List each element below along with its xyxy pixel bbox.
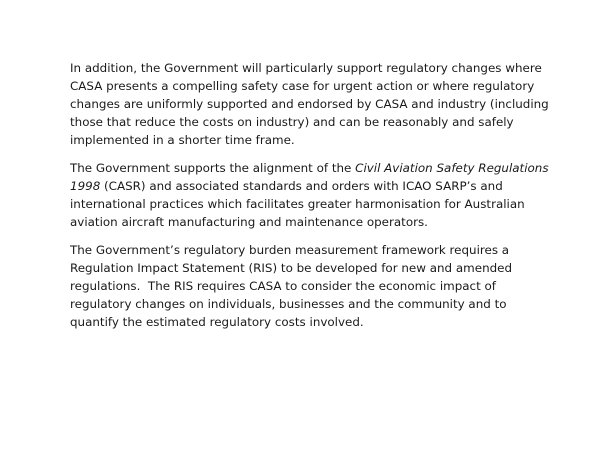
text-line: CASA presents a compelling safety case for urgent action or where regulatory <box>70 79 535 93</box>
text-line <box>70 177 550 195</box>
text-line: Regulation Impact Statement (RIS) to be developed for new and amended <box>70 261 513 275</box>
text-line: those that reduce the costs on industry) and can be reasonably and safely <box>70 115 514 129</box>
text-line: international practices which facilitates greater harmonisation for Australian <box>70 197 525 211</box>
paragraph-regulatory-burden <box>70 241 550 331</box>
text-line: quantify the estimated regulatory costs involved. <box>70 315 364 329</box>
text-line: regulatory changes on individuals, businesses and the community and to <box>70 297 507 311</box>
text-run: (CASR) and associated standards and orders with ICAO SARP’s and <box>100 179 503 193</box>
paragraph-casr-alignment <box>70 159 550 231</box>
regulation-title-italic: Civil Aviation Safety Regulations <box>355 161 549 175</box>
text-line: implemented in a shorter time frame. <box>70 133 295 147</box>
text-line: regulations. The RIS requires CASA to consider the economic impact of <box>70 279 496 293</box>
regulation-year-italic: 1998 <box>70 179 101 193</box>
text-line: changes are uniformly supported and endorsed by CASA and industry (including <box>70 97 549 111</box>
document-body <box>70 59 550 341</box>
paragraph-regulatory-support <box>70 59 550 149</box>
text-line: aviation aircraft manufacturing and maintenance operators. <box>70 215 428 229</box>
text-line: In addition, the Government will particularly support regulatory changes where <box>70 61 542 75</box>
text-line <box>70 159 550 177</box>
text-run: The Government supports the alignment of the <box>70 161 356 175</box>
text-line: The Government’s regulatory burden measurement framework requires a <box>70 243 510 257</box>
